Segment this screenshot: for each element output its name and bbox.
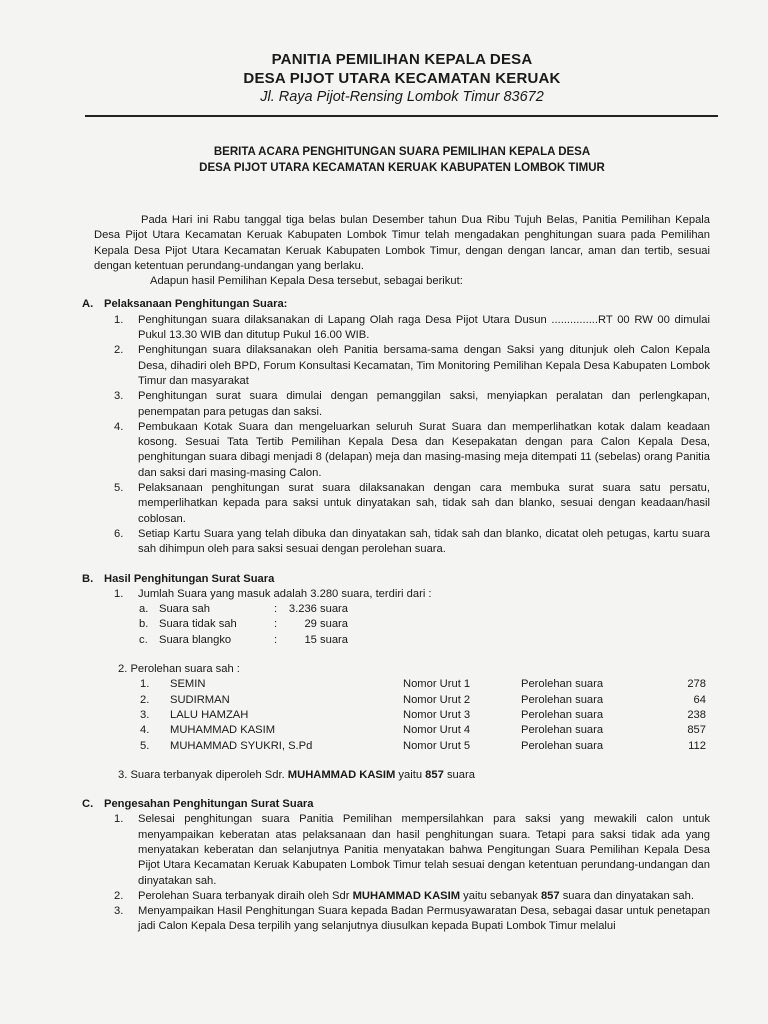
item-number: 2. <box>114 889 124 902</box>
section-a-heading <box>82 297 710 312</box>
candidate-name: SUDIRMAN <box>170 693 230 706</box>
sub-letter: b. <box>139 618 149 631</box>
list-item <box>94 527 710 558</box>
sub-value: 15 suara <box>304 633 348 646</box>
item-text: Penghitungan suara dilaksanakan oleh Panitia bersama-sama dengan Saksi yang ditunjuk oleh Calon Kepala Desa, dihadiri oleh BPD, Forum Konsultasi Kecamatan, Tim Monitoring Pemilihan Kepala Desa Kabupaten Lombok Timur dan masyarakat <box>138 344 710 387</box>
candidate-number: 5. <box>140 739 150 752</box>
candidate-name: SEMIN <box>170 678 206 691</box>
vote-breakdown-row <box>139 633 710 648</box>
title-line-2: DESA PIJOT UTARA KECAMATAN KERUAK KABUPATEN LOMBOK TIMUR <box>199 162 605 174</box>
candidate-number: 2. <box>140 693 150 706</box>
list-item <box>94 812 710 888</box>
list-item <box>94 481 710 527</box>
votes-label: Perolehan suara <box>521 739 604 752</box>
vote-total-item <box>94 587 710 602</box>
candidate-ballot-number: Nomor Urut 2 <box>403 693 471 706</box>
item-number: 4. <box>114 420 124 433</box>
list-item <box>94 889 710 904</box>
vote-breakdown-row <box>139 602 710 617</box>
candidate-name: LALU HAMZAH <box>170 708 249 721</box>
candidate-votes: 857 <box>687 724 706 737</box>
letterhead-address: Jl. Raya Pijot-Rensing Lombok Timur 83672 <box>260 89 544 105</box>
item-number: 6. <box>114 527 124 540</box>
candidate-votes: 64 <box>693 693 706 706</box>
vote-breakdown-row <box>139 617 710 632</box>
sub-label: Suara blangko <box>159 633 232 646</box>
candidate-votes: 278 <box>687 678 706 691</box>
sub-colon: : <box>274 633 278 646</box>
winner-votes: 857 <box>540 889 560 902</box>
sub-colon: : <box>274 618 278 631</box>
candidate-row <box>94 739 710 754</box>
item-number: 1. <box>114 313 124 326</box>
candidate-ballot-number: Nomor Urut 3 <box>403 708 471 721</box>
letterhead-village: DESA PIJOT UTARA KECAMATAN KERUAK <box>243 70 561 87</box>
list-item <box>94 343 710 389</box>
sub-label: Suara sah <box>159 603 210 616</box>
section-title: Pelaksanaan Penghitungan Suara: <box>104 298 288 311</box>
item-text: Pembukaan Kotak Suara dan mengeluarkan seluruh Surat Suara dan memperlihatkan kotak dalam keadaan kosong. Sesuai Tata Tertib Pemilihan Kepala Desa dan Kesepakatan dengan para Calon Kepala Desa, penghitungan suara dibagi menjadi 8 (delapan) meja dan masing-masing meja ditempati 11 (sebelas) orang Panitia dan saksi dari masing-masing Calon. <box>138 420 710 479</box>
item-text: Penghitungan suara dilaksanakan di Lapang Olah raga Desa Pijot Utara Dusun ...............RT 00 RW 00 dimulai Pukul 13.30 WIB dan ditutup Pukul 16.00 WIB. <box>138 313 710 342</box>
candidate-row <box>94 677 710 692</box>
section-title: Hasil Penghitungan Surat Suara <box>104 572 275 585</box>
title-line-1: BERITA ACARA PENGHITUNGAN SUARA PEMILIHAN KEPALA DESA <box>213 146 591 158</box>
candidate-votes: 112 <box>688 739 706 752</box>
sub-letter: c. <box>139 633 148 646</box>
item-text: Penghitungan surat suara dimulai dengan pemanggilan saksi, menyiapkan peralatan dan perlengkapan, penempatan para petugas dan saksi. <box>138 390 710 418</box>
candidate-ballot-number: Nomor Urut 5 <box>403 739 471 752</box>
statement-text: 3. Suara terbanyak diperoleh Sdr. <box>118 768 288 781</box>
votes-label: Perolehan suara <box>521 708 604 721</box>
section-b-heading <box>82 572 710 587</box>
candidate-row <box>94 693 710 708</box>
section-letter: A. <box>82 298 94 311</box>
item-number: 2. <box>114 344 124 357</box>
document-body <box>82 213 710 935</box>
letterhead-divider <box>85 115 718 117</box>
candidate-number: 1. <box>140 678 150 691</box>
statement-text: suara dan dinyatakan sah. <box>559 889 694 902</box>
votes-label: Perolehan suara <box>521 724 604 737</box>
statement-text: yaitu sebanyak <box>460 889 541 902</box>
votes-label: Perolehan suara <box>521 693 604 706</box>
item-number: 1. <box>114 813 124 826</box>
sub-colon: : <box>274 603 278 616</box>
sub-value: 3.236 suara <box>288 603 348 616</box>
letterhead <box>94 0 710 107</box>
winner-name: MUHAMMAD KASIM <box>287 768 396 781</box>
item-text <box>138 889 710 904</box>
item-number: 5. <box>114 482 124 495</box>
sub-label: Suara tidak sah <box>159 618 237 631</box>
valid-votes-heading: 2. Perolehan suara sah : <box>118 663 240 676</box>
item-number: 1. <box>114 587 124 600</box>
votes-label: Perolehan suara <box>521 678 604 691</box>
section-title: Pengesahan Penghitungan Surat Suara <box>104 798 314 811</box>
list-item <box>94 313 710 344</box>
item-text: Pelaksanaan penghitungan surat suara dilaksanakan dengan cara membuka surat suara satu persatu, memperlihatkan kepada para saksi untuk dinyatakan sah, tidak sah dan blanko, sesuai dengan keadaan/hasil coblosan. <box>138 482 710 525</box>
list-item <box>94 420 710 481</box>
intro-paragraph: Pada Hari ini Rabu tanggal tiga belas bulan Desember tahun Dua Ribu Tujuh Belas, Panitia Pemilihan Kepala Desa Pijot Utara Kecamatan Keruak Kabupaten Lombok Timur telah mengadakan penghitungan suara pada Pemilihan Kepala Desa Pijot Utara Kecamatan Keruak Kabupaten Lombok Timur, dengan dengan lancar, aman dan tertib, sesuai dengan ketentuan perundang-undangan yang berlaku. <box>94 214 710 272</box>
item-number: 3. <box>114 390 124 403</box>
candidate-votes: 238 <box>687 708 706 721</box>
item-text: Selesai penghitungan suara Panitia Pemilihan mempersilahkan para saksi yang mewakili calon untuk menyampaikan keberatan atas pelaksanaan dan hasil penghitungan suara. Tetapi para saksi tidak ada yang menyatakan keberatan dan selanjutnya Panitia menyatakan bahwa Pengitungan Suara Pemilihan Kepala Desa Pijot Utara Kecamatan Keruak Kabupaten Lombok Timur telah sesuai dengan ketentuan perundang-undangan dan dinyatakan sah. <box>138 813 710 887</box>
sub-letter: a. <box>139 603 149 616</box>
item-number: 3. <box>114 905 124 918</box>
candidate-results <box>94 677 710 753</box>
list-item <box>94 389 710 420</box>
top-vote-statement <box>118 768 710 783</box>
section-letter: B. <box>82 572 94 585</box>
item-text: Setiap Kartu Suara yang telah dibuka dan dinyatakan sah, tidak sah dan blanko, dicatat oleh petugas, kartu suara sah dihimpun oleh para saksi sesuai dengan perolehan suara. <box>138 527 710 556</box>
statement-text: Perolehan Suara terbanyak diraih oleh Sdr <box>138 889 353 902</box>
winner-name: MUHAMMAD KASIM <box>352 889 461 902</box>
candidate-row <box>94 708 710 723</box>
candidate-number: 3. <box>140 708 150 721</box>
document-title <box>94 144 710 176</box>
statement-text: yaitu <box>395 768 426 781</box>
section-c-heading <box>82 797 710 812</box>
list-item <box>94 904 710 935</box>
candidate-row <box>94 723 710 738</box>
section-a-list <box>94 313 710 558</box>
candidate-name: MUHAMMAD KASIM <box>170 724 276 737</box>
candidate-number: 4. <box>140 724 150 737</box>
item-text: Jumlah Suara yang masuk adalah 3.280 suara, terdiri dari : <box>138 587 432 600</box>
candidate-name: MUHAMMAD SYUKRI, S.Pd <box>170 739 313 752</box>
winner-votes: 857 <box>425 768 444 781</box>
sub-value: 29 suara <box>304 618 348 631</box>
candidate-ballot-number: Nomor Urut 4 <box>403 724 471 737</box>
item-text: Menyampaikan Hasil Penghitungan Suara kepada Badan Permusyawaratan Desa, sebagai dasar untuk penetapan jadi Calon Kepala Desa terpilih yang selanjutnya diusulkan kepada Bupati Lombok Timur melalui <box>138 905 710 933</box>
statement-text: suara <box>443 768 475 781</box>
section-letter: C. <box>82 798 94 811</box>
letterhead-committee: PANITIA PEMILIHAN KEPALA DESA <box>271 51 533 68</box>
candidate-ballot-number: Nomor Urut 1 <box>403 678 471 691</box>
intro-results-line: Adapun hasil Pemilihan Kepala Desa tersebut, sebagai berikut: <box>150 275 463 288</box>
